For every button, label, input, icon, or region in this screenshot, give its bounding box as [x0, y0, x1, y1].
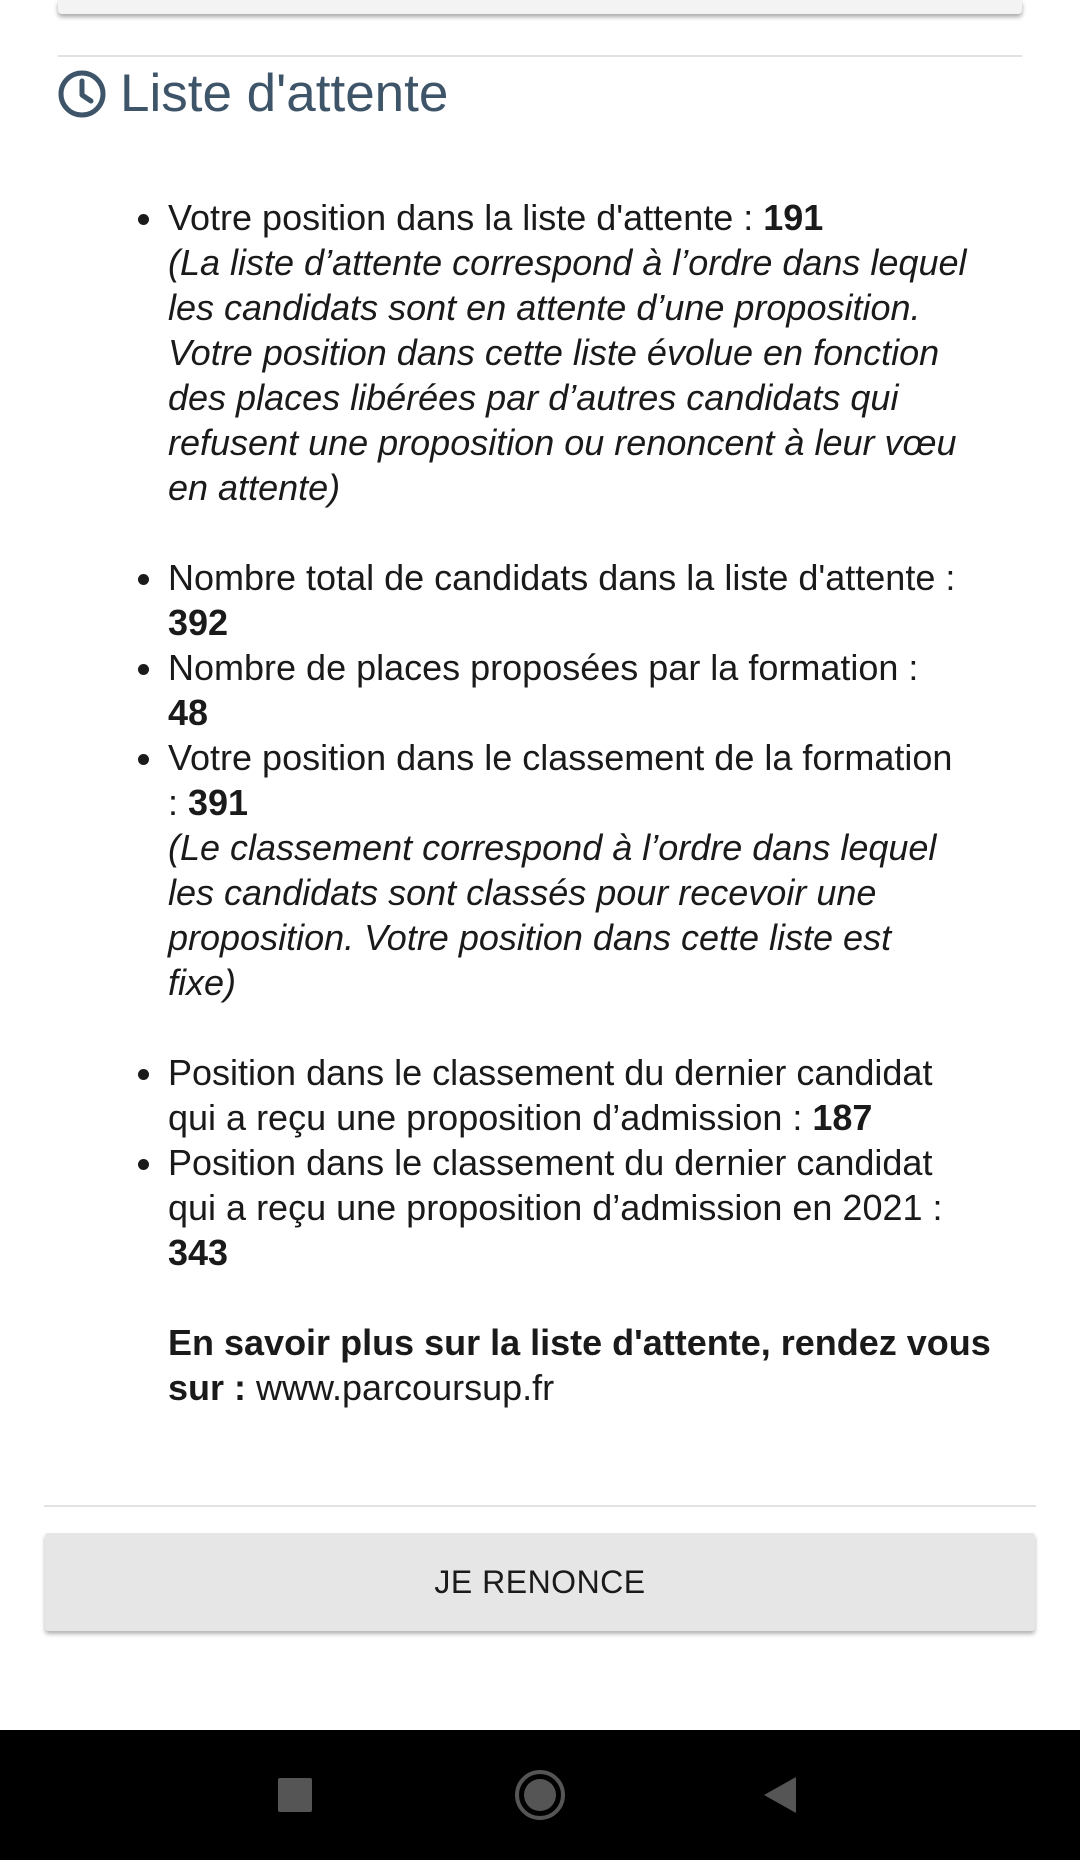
ranking-position-value: 391 [188, 782, 249, 823]
ranking-position-note [168, 825, 1038, 1005]
recent-apps-button[interactable] [235, 1730, 355, 1860]
spacer [168, 510, 1038, 555]
triangle-back-icon [762, 1775, 798, 1815]
back-button[interactable] [720, 1730, 840, 1860]
ranking-position-line [168, 780, 1038, 825]
note-line: Votre position dans cette liste évolue en fonction [168, 332, 940, 373]
section-header [56, 64, 448, 124]
square-icon [277, 1777, 313, 1813]
last-admitted-label-cont: qui a reçu une proposition d’admission : [168, 1097, 813, 1138]
note-line: les candidats sont classés pour recevoir une [168, 872, 877, 913]
renounce-button[interactable]: JE RENONCE [45, 1533, 1035, 1631]
places-offered-value: 48 [168, 692, 209, 733]
note-line: des places libérées par d’autres candidats qui [168, 377, 899, 418]
last-admitted-2021-value: 343 [168, 1232, 229, 1273]
waitlist-position-note [168, 240, 1038, 510]
divider [44, 1505, 1036, 1507]
list-item-places-offered [168, 645, 1038, 735]
circle-icon [514, 1769, 566, 1821]
more-info-text: En savoir plus sur la liste d'attente, rendez vous [168, 1322, 991, 1363]
previous-card [58, 0, 1022, 14]
section-title: Liste d'attente [120, 64, 449, 123]
last-admitted-2021-label-cont: qui a reçu une proposition d’admission en 2021 : [168, 1187, 943, 1228]
more-info-prefix: sur : [168, 1367, 257, 1408]
ranking-position-colon: : [168, 782, 189, 823]
list-item-last-admitted-2021 [168, 1140, 1038, 1275]
clock-icon [56, 68, 108, 120]
note-line: refusent une proposition ou renoncent à leur vœu [168, 422, 957, 463]
waitlist-position-label: Votre position dans la liste d'attente : [168, 197, 764, 238]
list-item-last-admitted [168, 1050, 1038, 1140]
last-admitted-value: 187 [812, 1097, 873, 1138]
waitlist-position-line [168, 195, 1038, 240]
divider [58, 55, 1022, 57]
android-nav-bar [0, 1730, 1080, 1860]
list-item-ranking-position [168, 735, 1038, 1005]
note-line: les candidats sont en attente d’une proposition. [168, 287, 921, 328]
more-info [168, 1320, 1038, 1410]
last-admitted-2021-label: Position dans le classement du dernier candidat [168, 1142, 933, 1183]
last-admitted-label: Position dans le classement du dernier candidat [168, 1052, 933, 1093]
parcoursup-link[interactable]: www.parcoursup.fr [256, 1367, 555, 1408]
list-item-total-candidates [168, 555, 1038, 645]
more-info-line [168, 1365, 1038, 1410]
note-line: proposition. Votre position dans cette liste est [168, 917, 892, 958]
ranking-position-label: Votre position dans le classement de la formation [168, 737, 953, 778]
note-line: (Le classement correspond à l’ordre dans lequel [168, 827, 937, 868]
waitlist-position-value: 191 [763, 197, 824, 238]
places-offered-label: Nombre de places proposées par la formation : [168, 647, 919, 688]
waitlist-details [168, 195, 1038, 1410]
spacer [168, 1005, 1038, 1050]
total-candidates-value: 392 [168, 602, 229, 643]
note-line: fixe) [168, 962, 237, 1003]
home-button[interactable] [480, 1730, 600, 1860]
note-line: en attente) [168, 467, 341, 508]
list-item-waitlist-position [168, 195, 1038, 510]
last-admitted-line [168, 1095, 1038, 1140]
total-candidates-label: Nombre total de candidats dans la liste d'attente : [168, 557, 956, 598]
note-line: (La liste d’attente correspond à l’ordre dans lequel [168, 242, 967, 283]
spacer [168, 1275, 1038, 1320]
